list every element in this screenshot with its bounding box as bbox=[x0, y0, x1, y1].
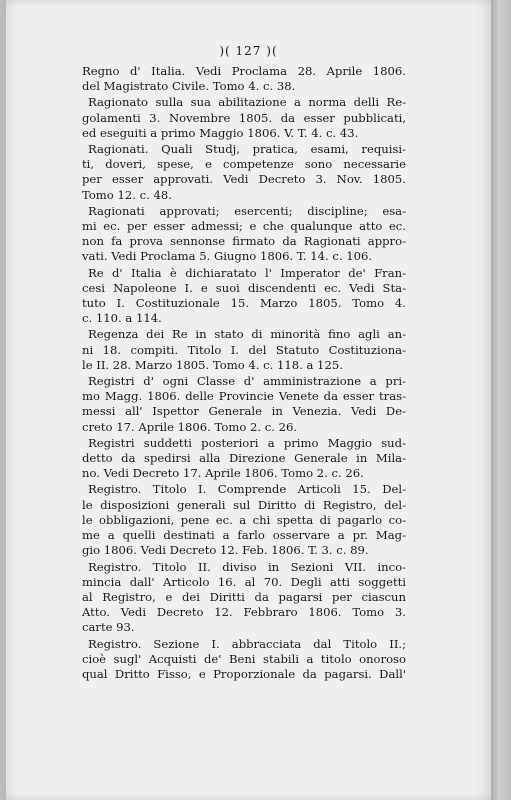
index-entry bbox=[82, 266, 406, 327]
index-text bbox=[82, 64, 406, 683]
index-entry bbox=[82, 482, 406, 558]
index-entry bbox=[82, 374, 406, 435]
text-line: Registro. Sezione I. abbracciata dal Titolo II.; bbox=[88, 636, 406, 651]
text-line: ed eseguiti a primo Maggio 1806. V. T. 4. c. 43. bbox=[82, 125, 359, 140]
text-line: Ragionati. Quali Studj, pratica, esami, requisi- bbox=[88, 142, 406, 157]
text-line: al Registro, e dei Diritti da pagarsi per ciascun bbox=[82, 589, 406, 604]
index-entry bbox=[82, 204, 406, 265]
adjacent-page-edge bbox=[491, 0, 511, 800]
text-line: non fa prova sennonse firmato da Ragionati appro- bbox=[82, 234, 406, 249]
text-line: ti, doveri, spese, e competenze sono necessarie bbox=[82, 157, 406, 172]
text-line: gio 1806. Vedi Decreto 12. Feb. 1806. T. 3. c. 89. bbox=[82, 543, 369, 558]
text-line: del Magistrato Civile. Tomo 4. c. 38. bbox=[82, 79, 296, 94]
index-entry bbox=[82, 327, 406, 373]
index-entry bbox=[82, 142, 406, 203]
text-line: Registro. Titolo I. Comprende Articoli 15. Del- bbox=[88, 482, 406, 497]
text-line: me a quelli destinati a farlo osservare a pr. Mag- bbox=[82, 528, 406, 543]
index-entry bbox=[82, 64, 406, 94]
text-line: qual Dritto Fisso, e Proporzionale da pagarsi. Dall' bbox=[82, 666, 406, 681]
text-line: tuto I. Costituzionale 15. Marzo 1805. Tomo 4. bbox=[82, 296, 406, 311]
index-entry bbox=[82, 436, 406, 482]
text-line: Regno d' Italia. Vedi Proclama 28. Aprile 1806. bbox=[82, 64, 406, 78]
text-line: Registro. Titolo II. diviso in Sezioni VII. inco- bbox=[88, 559, 406, 574]
text-line: le disposizioni generali sul Diritto di Registro, del- bbox=[82, 497, 406, 512]
text-line: mi ec. per esser admessi; e che qualunque atto ec. bbox=[82, 219, 406, 234]
text-line: detto da spedirsi alla Direzione Generale in Mila- bbox=[82, 451, 406, 466]
text-line: creto 17. Aprile 1806. Tomo 2. c. 26. bbox=[82, 419, 298, 434]
page-number: )( 127 )( bbox=[219, 44, 278, 58]
text-line: Atto. Vedi Decreto 12. Febbraro 1806. Tomo 3. bbox=[82, 605, 406, 620]
text-line: ni 18. compiti. Titolo I. del Statuto Costituziona- bbox=[82, 342, 406, 357]
text-line: messi all' Ispettor Generale in Venezia. Vedi De- bbox=[82, 404, 406, 419]
text-line: Registri d' ogni Classe d' amministrazione a pri- bbox=[88, 374, 406, 389]
text-line: mincia dall' Articolo 16. al 70. Degli atti soggetti bbox=[82, 574, 406, 589]
text-line: Tomo 12. c. 48. bbox=[82, 187, 172, 202]
text-line: cesi Napoleone I. e suoi discendenti ec. Vedi Sta- bbox=[82, 280, 406, 295]
text-line: carte 93. bbox=[82, 620, 135, 635]
text-line: Ragionato sulla sua abilitazione a norma delli Re- bbox=[88, 95, 406, 110]
text-line: le II. 28. Marzo 1805. Tomo 4. c. 118. a 125. bbox=[82, 357, 343, 372]
index-entry bbox=[82, 637, 406, 683]
index-entry bbox=[82, 560, 406, 636]
text-line: mo Magg. 1806. delle Provincie Venete da esser tras- bbox=[82, 389, 406, 404]
text-line: Registri suddetti posteriori a primo Maggio sud- bbox=[88, 435, 406, 450]
book-page bbox=[6, 0, 491, 800]
text-line: Ragionati approvati; esercenti; discipline; esa- bbox=[88, 203, 406, 218]
index-entry bbox=[82, 95, 406, 141]
text-line: cioè sugl' Acquisti de' Beni stabili a titolo onoroso bbox=[82, 651, 406, 666]
text-line: no. Vedi Decreto 17. Aprile 1806. Tomo 2. c. 26. bbox=[82, 466, 364, 481]
text-line: per esser approvati. Vedi Decreto 3. Nov. 1805. bbox=[82, 172, 406, 187]
text-line: golamenti 3. Novembre 1805. da esser pubblicati, bbox=[82, 110, 406, 125]
text-line: c. 110. a 114. bbox=[82, 311, 162, 326]
text-line: Regenza dei Re in stato di minorità fino agli an- bbox=[88, 327, 406, 342]
text-line: vati. Vedi Proclama 5. Giugno 1806. T. 14. c. 106. bbox=[82, 249, 373, 264]
text-line: le obbligazioni, pene ec. a chi spetta di pagarlo co- bbox=[82, 512, 406, 527]
text-line: Re d' Italia è dichiaratato l' Imperator de' Fran- bbox=[88, 265, 406, 280]
